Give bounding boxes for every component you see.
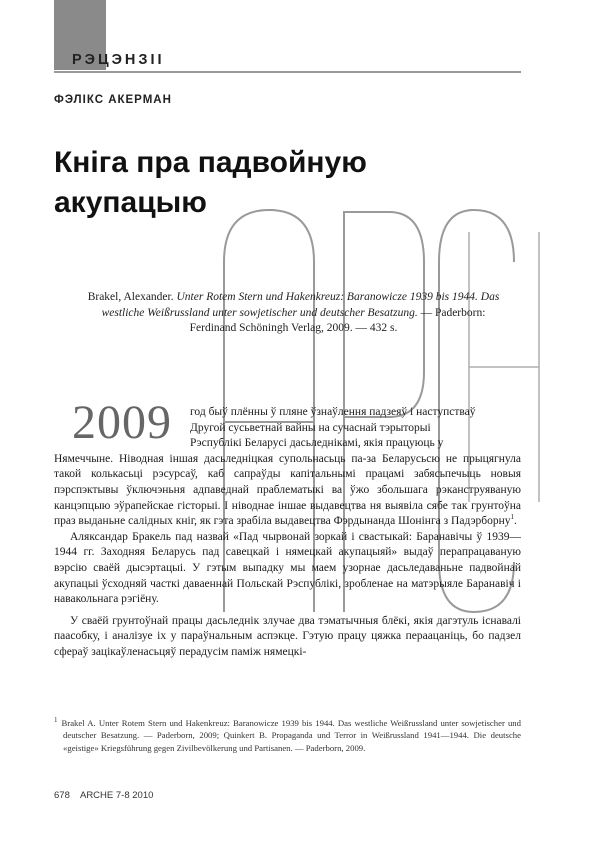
book-title: Unter Rotem Stern und Hakenkreuz: Baranowicze 1939 bis 1944. Das westliche Weißrussland unter sowjetischer und deutscher Besatzung. — [101, 291, 500, 319]
book-publisher: — Paderborn: Ferdinand Schöningh Verlag, 2009. — 432 s. — [189, 306, 486, 334]
title-line-2: акупацыю — [54, 186, 207, 219]
article-title — [54, 143, 524, 223]
footnote-ref[interactable]: 1 — [510, 513, 515, 522]
footnote — [54, 714, 521, 754]
book-author: Brakel, Alexander. — [87, 291, 174, 303]
title-line-1: Кніга пра падвойную — [54, 146, 367, 179]
article-author: ФЭЛІКС АКЕРМАН — [54, 94, 172, 106]
page-footer — [54, 790, 161, 801]
article-body — [54, 405, 521, 661]
body-line: Рэспублікі Беларусі дасьледнікамі, якія працуюць у — [190, 437, 444, 450]
paragraph-3: У сваёй грунтоўнай працы дасьледнік злучае два тэматычныя блёкі, якія дагэтуль існавалі паасобку, і аналізуе іх у параўнальным аспэкце. Гэтую працу цяжка пераацаніць, бо падзел сфераў зацікаўленасьцяў перадусім паміж нямецкі- — [54, 614, 521, 658]
paragraph-2: Аляксандар Бракель пад назвай «Пад чырвонай зоркай і свастыкай: Баранавічы ў 1939—1944 гг. Заходняя Беларусь пад савецкай і нямецкай акупацыяй» выдаў перапрацаваную вэрсію сваёй дысэртацыі. У гэтым выпадку мы маем узорнае дасьледаваньне падвойнай акупацыі ўсходняй часткі даваеннай Польскай Рэспублікі, зробленае на матэрыяле Баранавіч і навакольнага рэгіёну. — [54, 530, 521, 606]
footnote-mark: 1 — [54, 716, 58, 724]
book-reference — [86, 290, 501, 337]
section-label: РЭЦЭНЗІІ — [72, 52, 165, 68]
section-divider — [54, 71, 521, 73]
page-number: 678 — [54, 790, 70, 801]
drop-year: 2009 — [72, 396, 172, 449]
body-line: Другой сусьветнай вайны на сучаснай тэрыторыі — [190, 421, 431, 434]
footnote-text: Brakel A. Unter Rotem Stern und Hakenkreuz: Baranowicze 1939 bis 1944. Das westliche Weißrussland unter sowjetischer und deutscher Besatzung. — Paderborn, 2009; Quinkert B. Propaganda und Terror in Weißrussland 1941—1944. Die deutsche «geistige» Kriegsführung gegen Zivilbevölkerung und Partisanen. — Paderborn, 2009. — [61, 717, 521, 753]
body-text-run: Нямеччыне. Ніводная іншая дасьледніцкая супольнасьць па-за Беларусьсю не прыцягнула такой колькасьці рэсурсаў, каб сапраўды капітальнымі працамі забясьпечыць новыя пэрспэктывы ўключэньня адпаведнай праблематыкі ва ўжо збольшага рэканструяваную канцэпцыю эўрапейскае гісторыі. І ніводнае іншае выдавецтва ня выявіла сябе так грунтоўна праз выданьне салідных кніг, як гэта зрабіла выдавецтва Фэрдынанда Шонінга з Падэрборну — [54, 452, 521, 528]
body-line: год быў плённы ў пляне ўзнаўлення падзеяў і наступстваў — [190, 406, 476, 418]
paragraph-1: год быў плённы ў пляне ўзнаўлення падзеяў і наступстваў Другой сусьветнай вайны на сучаснай тэрыторыі Рэспублікі Беларусі дасьледнікамі, якія працуюць у Нямеччыне. Ніводная іншая дасьледніцкая супольнасьць па-за Беларусьсю не прыцягнула такой колькасьці рэсурсаў, каб сапраўды капітальнымі працамі забясьпечыць новыя пэрспэктывы ўключэньня адпаведнай праблематыкі ва ўжо збольшага рэканструяваную канцэпцыю эўрапейскае гісторыі. І ніводнае іншае выдавецтва ня выявіла сябе так грунтоўна праз выданьне салідных кніг, як гэта зрабіла выдавецтва Фэрдынанда Шонінга з Падэрборну$^1$. — [54, 406, 521, 528]
journal-issue: ARCHE 7-8 2010 — [79, 790, 154, 801]
